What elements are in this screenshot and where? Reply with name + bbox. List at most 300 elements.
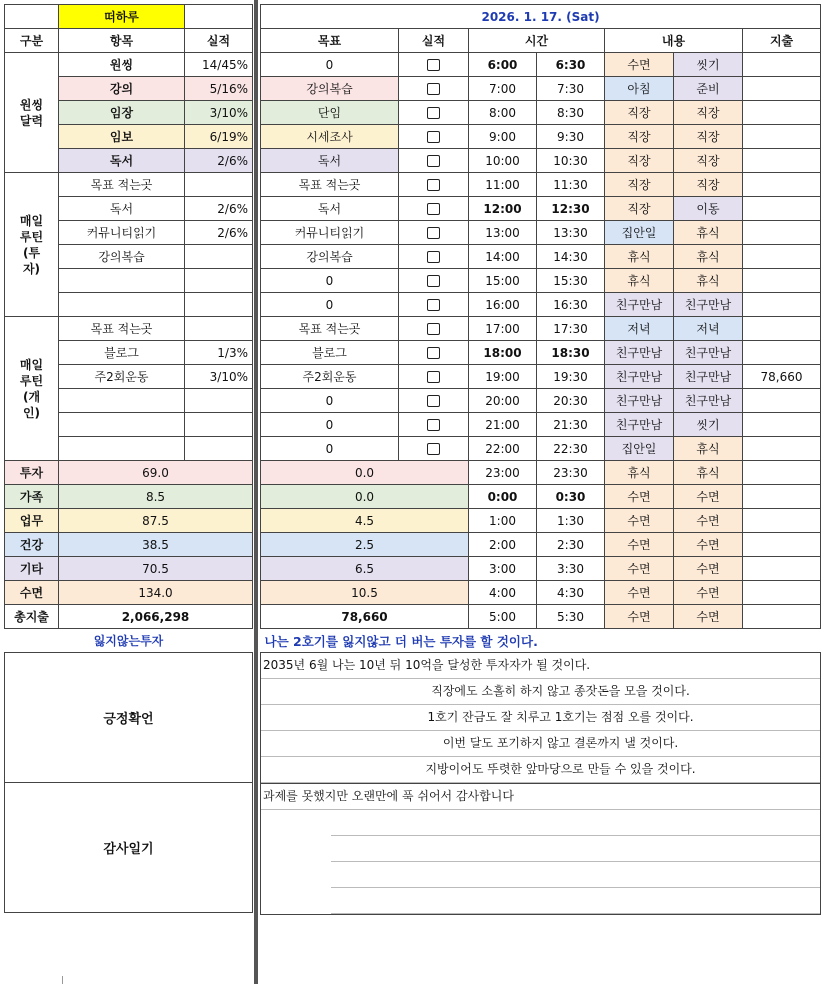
done-checkbox-cell [399, 77, 469, 101]
total-value: 69.0 [59, 461, 253, 485]
goal-total-value: 0.0 [261, 485, 469, 509]
content-first[interactable]: 수면 [605, 581, 674, 605]
done-checkbox-cell [399, 413, 469, 437]
time-end: 17:30 [537, 317, 605, 341]
content-second[interactable]: 휴식 [674, 437, 743, 461]
result-cell [185, 269, 253, 293]
time-end: 16:30 [537, 293, 605, 317]
gratitude-blank-line[interactable] [331, 862, 820, 888]
col-header-category: 구분 [5, 29, 59, 53]
group-label: 매일 루틴 (개 인) [5, 317, 59, 461]
time-start: 15:00 [469, 269, 537, 293]
total-row [5, 509, 253, 533]
total-label: 가족 [5, 485, 59, 509]
result-cell [185, 437, 253, 461]
goal-cell[interactable]: 강의복습 [261, 245, 399, 269]
affirmation-label: 긍정확언 [5, 653, 253, 783]
schedule-row [261, 125, 821, 149]
time-start: 10:00 [469, 149, 537, 173]
time-end: 9:30 [537, 125, 605, 149]
goal-cell[interactable]: 목표 적는곳 [261, 173, 399, 197]
expense-cell[interactable] [743, 557, 821, 581]
content-second[interactable]: 수면 [674, 533, 743, 557]
schedule-row [261, 149, 821, 173]
time-end: 22:30 [537, 437, 605, 461]
gratitude-line[interactable] [261, 784, 820, 810]
time-end: 6:30 [537, 53, 605, 77]
col-header-time: 시간 [469, 29, 605, 53]
expense-cell[interactable] [743, 173, 821, 197]
col-header-result: 실적 [185, 29, 253, 53]
content-second[interactable]: 직장 [674, 101, 743, 125]
content-second[interactable]: 친구만남 [674, 389, 743, 413]
done-checkbox-cell [399, 149, 469, 173]
time-end: 10:30 [537, 149, 605, 173]
checkbox[interactable] [427, 203, 440, 215]
content-second[interactable]: 씻기 [674, 53, 743, 77]
schedule-row [261, 245, 821, 269]
motto-label: 잃지않는투자 [5, 629, 253, 653]
affirmation-line[interactable] [261, 705, 820, 731]
expense-cell[interactable] [743, 269, 821, 293]
expense-cell[interactable] [743, 53, 821, 77]
goal-cell[interactable]: 0 [261, 413, 399, 437]
schedule-row [261, 437, 821, 461]
goal-total-value: 2.5 [261, 533, 469, 557]
total-row [5, 581, 253, 605]
content-first[interactable]: 휴식 [605, 269, 674, 293]
checkbox[interactable] [427, 59, 440, 71]
page-title: 떠하루 [59, 5, 185, 29]
schedule-row [261, 293, 821, 317]
item-cell: 독서 [59, 149, 185, 173]
schedule-row [261, 413, 821, 437]
content-first[interactable]: 수면 [605, 533, 674, 557]
gratitude-block [261, 784, 821, 915]
content-first[interactable]: 직장 [605, 101, 674, 125]
goal-total-expense: 78,660 [261, 605, 469, 629]
checkbox[interactable] [427, 251, 440, 263]
item-cell: 커뮤니티읽기 [59, 221, 185, 245]
goal-cell[interactable]: 독서 [261, 197, 399, 221]
time-start: 14:00 [469, 245, 537, 269]
checkbox[interactable] [427, 275, 440, 287]
checkbox[interactable] [427, 179, 440, 191]
done-checkbox-cell [399, 437, 469, 461]
content-second[interactable]: 휴식 [674, 245, 743, 269]
schedule-row [261, 557, 821, 581]
group-label: 원씽 달력 [5, 53, 59, 173]
total-expense-label: 총지출 [5, 605, 59, 629]
content-first[interactable]: 휴식 [605, 245, 674, 269]
group-label: 매일 루틴 (투 자) [5, 173, 59, 317]
time-start: 13:00 [469, 221, 537, 245]
motto-text: 나는 2호기를 잃지않고 더 버는 투자를 할 것이다. [261, 629, 821, 653]
content-first[interactable]: 친구만남 [605, 293, 674, 317]
expense-cell[interactable] [743, 293, 821, 317]
content-first[interactable]: 직장 [605, 125, 674, 149]
goal-cell[interactable]: 시세조사 [261, 125, 399, 149]
time-end: 19:30 [537, 365, 605, 389]
checkbox[interactable] [427, 107, 440, 119]
time-start: 17:00 [469, 317, 537, 341]
content-first[interactable]: 집안일 [605, 437, 674, 461]
checkbox[interactable] [427, 347, 440, 359]
checkbox[interactable] [427, 83, 440, 95]
schedule-row [261, 485, 821, 509]
result-cell [185, 293, 253, 317]
affirmation-line[interactable] [261, 653, 820, 679]
time-end: 13:30 [537, 221, 605, 245]
time-start: 2:00 [469, 533, 537, 557]
content-second[interactable]: 수면 [674, 581, 743, 605]
time-end: 23:30 [537, 461, 605, 485]
done-checkbox-cell [399, 197, 469, 221]
content-first[interactable]: 휴식 [605, 461, 674, 485]
item-cell: 임보 [59, 125, 185, 149]
result-cell: 5/16% [185, 77, 253, 101]
checkbox[interactable] [427, 155, 440, 167]
affirmation-line[interactable] [261, 679, 820, 705]
done-checkbox-cell [399, 101, 469, 125]
expense-cell[interactable] [743, 413, 821, 437]
gratitude-text: 과제를 못했지만 오랜만에 푹 쉬어서 감사합니다 [263, 789, 514, 803]
goal-cell[interactable]: 0 [261, 389, 399, 413]
time-end: 20:30 [537, 389, 605, 413]
item-cell [59, 389, 185, 413]
item-cell: 블로그 [59, 341, 185, 365]
result-cell: 3/10% [185, 101, 253, 125]
schedule-row [261, 173, 821, 197]
total-label: 투자 [5, 461, 59, 485]
total-label: 업무 [5, 509, 59, 533]
expense-cell[interactable] [743, 581, 821, 605]
time-end: 0:30 [537, 485, 605, 509]
time-start: 21:00 [469, 413, 537, 437]
content-second[interactable]: 씻기 [674, 413, 743, 437]
checkbox[interactable] [427, 131, 440, 143]
goal-cell[interactable]: 0 [261, 293, 399, 317]
right-panel-table [260, 4, 821, 915]
expense-cell[interactable] [743, 485, 821, 509]
done-checkbox-cell [399, 341, 469, 365]
time-start: 23:00 [469, 461, 537, 485]
content-first[interactable]: 친구만남 [605, 413, 674, 437]
time-start: 4:00 [469, 581, 537, 605]
expense-cell[interactable] [743, 149, 821, 173]
goal-cell[interactable]: 블로그 [261, 341, 399, 365]
item-cell: 독서 [59, 197, 185, 221]
schedule-row [261, 341, 821, 365]
goal-cell[interactable]: 0 [261, 53, 399, 77]
spacer-cell [185, 5, 253, 29]
time-end: 12:30 [537, 197, 605, 221]
done-checkbox-cell [399, 221, 469, 245]
gratitude-blank-line[interactable] [331, 810, 820, 836]
time-start: 6:00 [469, 53, 537, 77]
done-checkbox-cell [399, 365, 469, 389]
time-start: 16:00 [469, 293, 537, 317]
expense-cell[interactable] [743, 317, 821, 341]
content-second[interactable]: 저녁 [674, 317, 743, 341]
result-cell: 2/6% [185, 149, 253, 173]
content-first[interactable]: 수면 [605, 53, 674, 77]
content-first[interactable]: 집안일 [605, 221, 674, 245]
gratitude-blank-line[interactable] [331, 836, 820, 862]
time-start: 19:00 [469, 365, 537, 389]
time-start: 11:00 [469, 173, 537, 197]
affirmation-line[interactable] [261, 757, 820, 783]
content-second[interactable]: 친구만남 [674, 341, 743, 365]
item-cell [59, 293, 185, 317]
affirmation-text: 지방이어도 뚜렷한 앞마당으로 만들 수 있을 것이다. [425, 762, 696, 776]
content-second[interactable]: 친구만남 [674, 365, 743, 389]
item-cell: 원씽 [59, 53, 185, 77]
expense-cell[interactable] [743, 125, 821, 149]
time-start: 0:00 [469, 485, 537, 509]
affirmation-text: 이번 달도 포기하지 않고 결론까지 낼 것이다. [442, 736, 679, 750]
schedule-row [261, 197, 821, 221]
left-row [5, 53, 253, 77]
goal-total-value: 0.0 [261, 461, 469, 485]
schedule-row [261, 365, 821, 389]
content-second[interactable]: 휴식 [674, 221, 743, 245]
time-start: 12:00 [469, 197, 537, 221]
time-start: 3:00 [469, 557, 537, 581]
time-end: 11:30 [537, 173, 605, 197]
done-checkbox-cell [399, 125, 469, 149]
expense-cell[interactable] [743, 533, 821, 557]
content-second[interactable]: 휴식 [674, 461, 743, 485]
time-start: 1:00 [469, 509, 537, 533]
goal-cell[interactable]: 목표 적는곳 [261, 317, 399, 341]
schedule-row [261, 269, 821, 293]
total-value: 134.0 [59, 581, 253, 605]
content-second[interactable]: 휴식 [674, 269, 743, 293]
affirmation-text: 직장에도 소홀히 하지 않고 종잣돈을 모을 것이다. [431, 684, 690, 698]
time-start: 9:00 [469, 125, 537, 149]
item-cell: 목표 적는곳 [59, 317, 185, 341]
content-second[interactable]: 직장 [674, 173, 743, 197]
total-label: 기타 [5, 557, 59, 581]
goal-cell[interactable]: 독서 [261, 149, 399, 173]
goal-total-value: 10.5 [261, 581, 469, 605]
result-cell: 3/10% [185, 365, 253, 389]
expense-cell[interactable] [743, 341, 821, 365]
affirmation-block [261, 653, 821, 784]
goal-cell[interactable]: 강의복습 [261, 77, 399, 101]
col-header-expense: 지출 [743, 29, 821, 53]
done-checkbox-cell [399, 389, 469, 413]
schedule-row [261, 533, 821, 557]
result-cell [185, 245, 253, 269]
affirmation-line[interactable] [261, 731, 820, 757]
content-first[interactable]: 수면 [605, 605, 674, 629]
date-header: 2026. 1. 17. (Sat) [261, 5, 821, 29]
gratitude-blank-line[interactable] [331, 888, 820, 914]
content-second[interactable]: 수면 [674, 557, 743, 581]
checkbox[interactable] [427, 371, 440, 383]
content-second[interactable]: 친구만남 [674, 293, 743, 317]
content-first[interactable]: 직장 [605, 173, 674, 197]
content-second[interactable]: 직장 [674, 125, 743, 149]
time-end: 7:30 [537, 77, 605, 101]
time-end: 15:30 [537, 269, 605, 293]
checkbox[interactable] [427, 323, 440, 335]
expense-cell[interactable] [743, 77, 821, 101]
time-end: 14:30 [537, 245, 605, 269]
content-second[interactable]: 수면 [674, 509, 743, 533]
total-row [5, 533, 253, 557]
item-cell: 목표 적는곳 [59, 173, 185, 197]
schedule-row [261, 317, 821, 341]
time-start: 20:00 [469, 389, 537, 413]
result-cell: 14/45% [185, 53, 253, 77]
bottom-tick [62, 976, 63, 984]
content-first[interactable]: 친구만남 [605, 341, 674, 365]
content-second[interactable]: 직장 [674, 149, 743, 173]
content-first[interactable]: 저녁 [605, 317, 674, 341]
result-cell: 2/6% [185, 221, 253, 245]
item-cell [59, 437, 185, 461]
expense-cell[interactable] [743, 197, 821, 221]
total-row [5, 461, 253, 485]
time-start: 18:00 [469, 341, 537, 365]
done-checkbox-cell [399, 317, 469, 341]
checkbox[interactable] [427, 419, 440, 431]
expense-cell[interactable] [743, 389, 821, 413]
result-cell: 1/3% [185, 341, 253, 365]
done-checkbox-cell [399, 173, 469, 197]
content-first[interactable]: 수면 [605, 509, 674, 533]
content-first[interactable]: 아침 [605, 77, 674, 101]
content-first[interactable]: 친구만남 [605, 365, 674, 389]
goal-total-value: 6.5 [261, 557, 469, 581]
time-start: 7:00 [469, 77, 537, 101]
item-cell: 강의복습 [59, 245, 185, 269]
content-first[interactable]: 친구만남 [605, 389, 674, 413]
checkbox[interactable] [427, 395, 440, 407]
expense-cell[interactable] [743, 437, 821, 461]
result-cell: 6/19% [185, 125, 253, 149]
total-expense-value: 2,066,298 [59, 605, 253, 629]
time-start: 5:00 [469, 605, 537, 629]
item-cell [59, 269, 185, 293]
gratitude-label: 감사일기 [5, 783, 253, 913]
checkbox[interactable] [427, 227, 440, 239]
content-second[interactable]: 수면 [674, 485, 743, 509]
total-value: 70.5 [59, 557, 253, 581]
checkbox[interactable] [427, 299, 440, 311]
schedule-row [261, 389, 821, 413]
time-start: 22:00 [469, 437, 537, 461]
total-row [5, 485, 253, 509]
total-label: 건강 [5, 533, 59, 557]
result-cell [185, 173, 253, 197]
left-row [5, 173, 253, 197]
goal-cell[interactable]: 0 [261, 269, 399, 293]
item-cell: 임장 [59, 101, 185, 125]
expense-cell[interactable] [743, 245, 821, 269]
content-first[interactable]: 직장 [605, 197, 674, 221]
total-row [5, 557, 253, 581]
left-panel-table [4, 4, 253, 913]
time-end: 1:30 [537, 509, 605, 533]
total-value: 87.5 [59, 509, 253, 533]
time-end: 8:30 [537, 101, 605, 125]
content-first[interactable]: 직장 [605, 149, 674, 173]
spacer-cell [5, 5, 59, 29]
result-cell: 2/6% [185, 197, 253, 221]
time-start: 8:00 [469, 101, 537, 125]
goal-cell[interactable]: 커뮤니티읽기 [261, 221, 399, 245]
schedule-row [261, 461, 821, 485]
col-header-goal: 목표 [261, 29, 399, 53]
result-cell [185, 317, 253, 341]
schedule-row [261, 605, 821, 629]
content-second[interactable]: 준비 [674, 77, 743, 101]
content-second[interactable]: 수면 [674, 605, 743, 629]
expense-cell[interactable] [743, 221, 821, 245]
affirmation-text: 1호기 잔금도 잘 치루고 1호기는 점점 오를 것이다. [427, 710, 694, 724]
col-header-content: 내용 [605, 29, 743, 53]
done-checkbox-cell [399, 269, 469, 293]
total-value: 38.5 [59, 533, 253, 557]
col-header-item: 항목 [59, 29, 185, 53]
content-second[interactable]: 이동 [674, 197, 743, 221]
time-end: 2:30 [537, 533, 605, 557]
goal-cell[interactable]: 단임 [261, 101, 399, 125]
schedule-row [261, 509, 821, 533]
time-end: 18:30 [537, 341, 605, 365]
done-checkbox-cell [399, 293, 469, 317]
item-cell: 강의 [59, 77, 185, 101]
page-divider [254, 0, 258, 984]
expense-cell[interactable] [743, 461, 821, 485]
total-value: 8.5 [59, 485, 253, 509]
schedule-row [261, 581, 821, 605]
checkbox[interactable] [427, 443, 440, 455]
content-first[interactable]: 수면 [605, 485, 674, 509]
schedule-row [261, 53, 821, 77]
left-row [5, 317, 253, 341]
schedule-row [261, 101, 821, 125]
result-cell [185, 389, 253, 413]
expense-cell[interactable] [743, 101, 821, 125]
goal-cell[interactable]: 주2회운동 [261, 365, 399, 389]
col-header-done: 실적 [399, 29, 469, 53]
result-cell [185, 413, 253, 437]
done-checkbox-cell [399, 245, 469, 269]
total-label: 수면 [5, 581, 59, 605]
time-end: 4:30 [537, 581, 605, 605]
time-end: 5:30 [537, 605, 605, 629]
expense-cell[interactable]: 78,660 [743, 365, 821, 389]
schedule-row [261, 221, 821, 245]
item-cell [59, 413, 185, 437]
schedule-row [261, 77, 821, 101]
affirmation-text: 2035년 6월 나는 10년 뒤 10억을 달성한 투자자가 될 것이다. [263, 658, 591, 672]
item-cell: 주2회운동 [59, 365, 185, 389]
goal-cell[interactable]: 0 [261, 437, 399, 461]
goal-total-value: 4.5 [261, 509, 469, 533]
time-end: 3:30 [537, 557, 605, 581]
done-checkbox-cell [399, 53, 469, 77]
time-end: 21:30 [537, 413, 605, 437]
content-first[interactable]: 수면 [605, 557, 674, 581]
expense-cell[interactable] [743, 509, 821, 533]
expense-cell[interactable] [743, 605, 821, 629]
